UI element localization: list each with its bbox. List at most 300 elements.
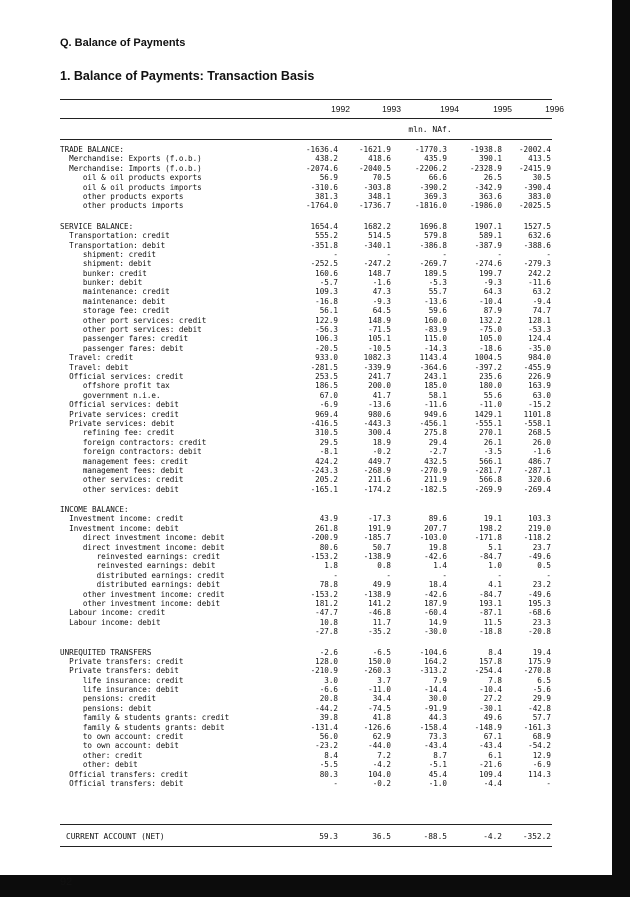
table-row (0, 779, 630, 788)
value-cell: 55.6 (483, 390, 502, 400)
spacer-row (0, 211, 630, 222)
value-cell: -18.6 (479, 343, 502, 353)
value-cell: 78.8 (319, 580, 338, 590)
year-header: 1996 (545, 104, 564, 114)
row-label: offshore profit tax (60, 381, 170, 391)
value-cell: -1770.3 (414, 145, 447, 154)
value-cell: -1.6 (532, 447, 551, 457)
row-label: other services: debit (60, 484, 179, 494)
value-cell: 70.5 (372, 173, 391, 183)
table-row (0, 741, 630, 750)
row-label: Labour income: debit (60, 617, 161, 627)
value-cell: -281.7 (474, 465, 502, 475)
value-cell: 23.7 (532, 542, 551, 552)
value-cell: -44.0 (368, 741, 391, 751)
row-label: INCOME BALANCE: (60, 505, 129, 515)
value-cell: 122.9 (315, 315, 338, 325)
value-cell: 148.9 (368, 315, 391, 325)
value-cell: 381.3 (315, 191, 338, 201)
value-cell: -84.7 (479, 589, 502, 599)
value-cell: 363.6 (479, 191, 502, 201)
value-cell: 0.5 (537, 561, 551, 571)
value-cell: 486.7 (528, 456, 551, 466)
value-cell: 26.1 (483, 437, 502, 447)
value-cell: -9.4 (532, 296, 551, 306)
value-cell: -243.3 (310, 465, 338, 475)
value-cell: 23.2 (532, 580, 551, 590)
row-label: Official transfers: debit (60, 779, 184, 788)
value-cell: -11.0 (479, 400, 502, 410)
value-cell: 7.2 (377, 750, 391, 760)
value-cell: -364.6 (419, 362, 447, 372)
value-cell: - (333, 779, 338, 788)
scan-edge-bottom (0, 875, 630, 897)
table-row (0, 428, 630, 437)
value-cell: -20.8 (528, 627, 551, 637)
table-row (0, 723, 630, 732)
table-row (0, 580, 630, 589)
value-cell: -42.6 (424, 589, 447, 599)
value-cell: 270.1 (479, 428, 502, 438)
table-row (0, 685, 630, 694)
row-label: to own account: credit (60, 732, 184, 742)
row-label: maintenance: credit (60, 287, 170, 297)
value-cell: 186.5 (315, 381, 338, 391)
value-cell: -274.6 (474, 259, 502, 269)
table-row (0, 457, 630, 466)
table-row (0, 269, 630, 278)
value-cell: -456.1 (419, 418, 447, 428)
value-cell: -2040.5 (358, 163, 391, 173)
value-cell: -390.2 (419, 182, 447, 192)
value-cell: - (546, 249, 551, 259)
value-cell: -104.6 (419, 647, 447, 657)
value-cell: 241.7 (368, 371, 391, 381)
year-header: 1995 (493, 104, 512, 114)
value-cell: 6.5 (537, 675, 551, 685)
value-cell: 128.0 (315, 656, 338, 666)
table-row (0, 363, 630, 372)
value-cell: 984.0 (528, 353, 551, 363)
value-cell: -138.9 (363, 589, 391, 599)
value-cell: 253.5 (315, 371, 338, 381)
value-cell: -56.3 (315, 325, 338, 335)
value-cell: 566.8 (479, 475, 502, 485)
value-cell: 418.6 (368, 154, 391, 164)
value-cell: -185.7 (363, 533, 391, 543)
value-cell: -20.5 (315, 343, 338, 353)
value-cell: -260.3 (363, 666, 391, 676)
value-cell: 1682.2 (363, 221, 391, 231)
value-cell: 163.9 (528, 381, 551, 391)
value-cell: -200.9 (310, 533, 338, 543)
value-cell: 1.8 (324, 561, 338, 571)
value-cell: -13.6 (424, 296, 447, 306)
value-cell: -84.7 (479, 552, 502, 562)
value-cell: 63.0 (532, 390, 551, 400)
table-row (0, 231, 630, 240)
value-cell: -2.7 (428, 447, 447, 457)
table-row (0, 599, 630, 608)
value-cell: 109.4 (479, 769, 502, 779)
row-label: other investment income: credit (60, 589, 225, 599)
row-label: oil & oil products exports (60, 173, 202, 183)
value-cell: -270.9 (419, 465, 447, 475)
row-label: other port services: debit (60, 325, 202, 335)
value-cell: 68.9 (532, 732, 551, 742)
unit-label: mln. NAf. (408, 125, 452, 134)
value-cell: 105.1 (368, 334, 391, 344)
value-cell: -47.7 (315, 608, 338, 618)
value-cell: -11.6 (424, 400, 447, 410)
value-cell: -269.4 (523, 484, 551, 494)
value-cell: 275.8 (424, 428, 447, 438)
row-label: Investment income: credit (60, 514, 184, 524)
table-row (0, 485, 630, 494)
value-cell: 44.3 (428, 713, 447, 723)
value-cell: 64.5 (372, 306, 391, 316)
value-cell: -11.0 (368, 685, 391, 695)
value-cell: - (386, 570, 391, 580)
value-cell: 56.1 (319, 306, 338, 316)
value-cell: -35.2 (368, 627, 391, 637)
row-label: shipment: debit (60, 259, 152, 269)
value-cell: -17.3 (368, 514, 391, 524)
value-cell: -68.6 (528, 608, 551, 618)
row-label: Travel: debit (60, 362, 129, 372)
value-cell: -4.2 (372, 760, 391, 770)
value-cell: -313.2 (419, 666, 447, 676)
value-cell: 23.3 (532, 617, 551, 627)
value-cell: 205.2 (315, 475, 338, 485)
value-cell: -5.7 (319, 278, 338, 288)
value-cell: -268.9 (363, 465, 391, 475)
value-cell: 438.2 (315, 154, 338, 164)
row-label: foreign contractors: credit (60, 437, 207, 447)
value-cell: 261.8 (315, 523, 338, 533)
value-cell: -174.2 (363, 484, 391, 494)
value-cell: -1.6 (372, 278, 391, 288)
value-cell: 180.0 (479, 381, 502, 391)
value-cell: -340.1 (363, 240, 391, 250)
value-cell: 26.5 (483, 173, 502, 183)
value-cell: -103.0 (419, 533, 447, 543)
table-row (0, 704, 630, 713)
value-cell: -138.9 (363, 552, 391, 562)
table-row (0, 173, 630, 182)
table-row (0, 164, 630, 173)
row-label: foreign contractors: debit (60, 447, 202, 457)
value-cell: 29.4 (428, 437, 447, 447)
value-cell: -49.6 (528, 589, 551, 599)
value-cell: 193.1 (479, 598, 502, 608)
value-cell: - (546, 570, 551, 580)
value-cell: -287.1 (523, 465, 551, 475)
value-cell: 5.1 (488, 542, 502, 552)
table-row (0, 514, 630, 523)
value-cell: 348.1 (368, 191, 391, 201)
value-cell: 103.3 (528, 514, 551, 524)
value-cell: -269.7 (419, 259, 447, 269)
value-cell: 413.5 (528, 154, 551, 164)
value-cell: - (442, 249, 447, 259)
value-cell: -5.1 (428, 760, 447, 770)
value-cell: -555.1 (474, 418, 502, 428)
value-cell: 1654.4 (310, 221, 338, 231)
value-cell: -49.6 (528, 552, 551, 562)
value-cell: -10.4 (479, 296, 502, 306)
row-label: distributed earnings: credit (60, 570, 225, 580)
value-cell: 29.5 (319, 437, 338, 447)
value-cell: 980.6 (368, 409, 391, 419)
table-row (0, 627, 630, 636)
value-cell: 115.0 (424, 334, 447, 344)
row-label: UNREQUITED TRANSFERS (60, 647, 152, 657)
value-cell: -14.3 (424, 343, 447, 353)
row-label: refining fee: credit (60, 428, 175, 438)
row-label: pensions: credit (60, 694, 157, 704)
value-cell: - (546, 779, 551, 788)
table-row (0, 287, 630, 296)
value-cell: 6.1 (488, 750, 502, 760)
table-row (0, 192, 630, 201)
row-label: Transportation: credit (60, 231, 170, 241)
value-cell: -44.2 (315, 703, 338, 713)
value-cell: -1816.0 (414, 201, 447, 211)
value-cell: 87.9 (483, 306, 502, 316)
value-cell: -397.2 (474, 362, 502, 372)
value-cell: 207.7 (424, 523, 447, 533)
row-label: pensions: debit (60, 703, 152, 713)
row-label: bunker: debit (60, 278, 143, 288)
value-cell: -210.9 (310, 666, 338, 676)
row-label: management fees: credit (60, 456, 189, 466)
table-row (0, 316, 630, 325)
value-cell: 211.9 (424, 475, 447, 485)
value-cell: -71.5 (368, 325, 391, 335)
value-cell: -91.9 (424, 703, 447, 713)
value-cell: -2.6 (319, 647, 338, 657)
value-cell: 211.6 (368, 475, 391, 485)
value-cell: 57.7 (532, 713, 551, 723)
value-cell: 969.4 (315, 409, 338, 419)
value-cell: -416.5 (310, 418, 338, 428)
value-cell: -87.1 (479, 608, 502, 618)
value-cell: 175.9 (528, 656, 551, 666)
table-row (0, 438, 630, 447)
value-cell: 59.6 (428, 306, 447, 316)
value-cell: 157.8 (479, 656, 502, 666)
row-label: maintenance: debit (60, 296, 166, 306)
value-cell: 226.9 (528, 371, 551, 381)
year-header: 1993 (382, 104, 401, 114)
value-cell: 589.1 (479, 231, 502, 241)
value-cell: 1101.8 (523, 409, 551, 419)
value-cell: -118.2 (523, 533, 551, 543)
table-row (0, 344, 630, 353)
row-label: Official services: debit (60, 400, 179, 410)
value-cell: 369.3 (424, 191, 447, 201)
table-row (0, 694, 630, 703)
table-row (0, 241, 630, 250)
value-cell: 219.0 (528, 523, 551, 533)
header-rule (60, 118, 552, 119)
value-cell: 58.1 (428, 390, 447, 400)
value-cell: -351.8 (310, 240, 338, 250)
row-label: other services: credit (60, 475, 184, 485)
value-cell: 27.2 (483, 694, 502, 704)
row-label: Official services: credit (60, 371, 184, 381)
value-cell: 14.9 (428, 617, 447, 627)
value-cell: 191.9 (368, 523, 391, 533)
value-cell: 30.5 (532, 173, 551, 183)
value-cell: 73.3 (428, 732, 447, 742)
value-cell: -126.6 (363, 722, 391, 732)
value-cell: 56.0 (319, 732, 338, 742)
row-label: passenger fares: debit (60, 343, 184, 353)
value-cell: -8.1 (319, 447, 338, 457)
bottom-rule (60, 846, 552, 847)
value-cell: 55.7 (428, 287, 447, 297)
row-label: to own account: debit (60, 741, 179, 751)
value-cell: -252.5 (310, 259, 338, 269)
row-label: Labour income: credit (60, 608, 166, 618)
page-number: 92 (60, 876, 73, 888)
value-cell: 198.2 (479, 523, 502, 533)
value-cell: 124.4 (528, 334, 551, 344)
value-cell: -4.4 (483, 779, 502, 788)
table-row (0, 751, 630, 760)
value-cell: -281.5 (310, 362, 338, 372)
value-cell: 49.9 (372, 580, 391, 590)
value-cell: -339.9 (363, 362, 391, 372)
value-cell: 19.1 (483, 514, 502, 524)
row-label: Travel: credit (60, 353, 134, 363)
value-cell: 8.7 (433, 750, 447, 760)
value-cell: 109.3 (315, 287, 338, 297)
value-cell: -182.5 (419, 484, 447, 494)
net-top-rule (60, 824, 552, 825)
table-row (0, 666, 630, 675)
table-row (0, 533, 630, 542)
value-cell: 64.3 (483, 287, 502, 297)
value-cell: 39.8 (319, 713, 338, 723)
value-cell: 20.8 (319, 694, 338, 704)
table-row (0, 713, 630, 722)
current-account-value: -352.2 (522, 832, 551, 841)
value-cell: -1986.0 (469, 201, 502, 211)
current-account-value: -88.5 (423, 832, 447, 841)
value-cell: -42.6 (424, 552, 447, 562)
value-cell: 3.0 (324, 675, 338, 685)
top-rule (60, 99, 552, 100)
table-row (0, 543, 630, 552)
value-cell: -6.5 (372, 647, 391, 657)
table-row (0, 419, 630, 428)
value-cell: 1429.1 (474, 409, 502, 419)
row-label: shipment: credit (60, 249, 157, 259)
table-row (0, 259, 630, 268)
row-label: SERVICE BALANCE: (60, 221, 134, 231)
value-cell: -558.1 (523, 418, 551, 428)
value-cell: -1736.7 (358, 201, 391, 211)
value-cell: 432.5 (424, 456, 447, 466)
row-label: Private transfers: debit (60, 666, 179, 676)
row-label: government n.i.e. (60, 390, 161, 400)
row-label: storage fee: credit (60, 306, 170, 316)
value-cell: - (386, 249, 391, 259)
row-label: reinvested earnings: debit (60, 561, 216, 571)
value-cell: -342.9 (474, 182, 502, 192)
table-row (0, 732, 630, 741)
row-label: other investment income: debit (60, 598, 221, 608)
value-cell: -5.3 (428, 278, 447, 288)
value-cell: -83.9 (424, 325, 447, 335)
value-cell: 7.9 (433, 675, 447, 685)
table-row (0, 325, 630, 334)
value-cell: 160.6 (315, 268, 338, 278)
value-cell: 320.6 (528, 475, 551, 485)
value-cell: 310.5 (315, 428, 338, 438)
value-cell: 114.3 (528, 769, 551, 779)
value-cell: -14.4 (424, 685, 447, 695)
row-label: Private services: debit (60, 418, 175, 428)
value-cell: -60.4 (424, 608, 447, 618)
current-account-value: 59.3 (319, 832, 338, 841)
value-cell: 63.2 (532, 287, 551, 297)
value-cell: 34.4 (372, 694, 391, 704)
table-row (0, 145, 630, 154)
value-cell: 566.1 (479, 456, 502, 466)
row-label: other products exports (60, 191, 184, 201)
value-cell: -30.0 (424, 627, 447, 637)
value-cell: -270.8 (523, 666, 551, 676)
value-cell: -388.6 (523, 240, 551, 250)
table-row (0, 201, 630, 210)
value-cell: 449.7 (368, 456, 391, 466)
value-cell: 104.0 (368, 769, 391, 779)
value-cell: 80.6 (319, 542, 338, 552)
row-label: family & students grants: debit (60, 722, 225, 732)
value-cell: 105.0 (479, 334, 502, 344)
value-cell: 300.4 (368, 428, 391, 438)
value-cell: 164.2 (424, 656, 447, 666)
value-cell: 62.9 (372, 732, 391, 742)
value-cell: - (333, 570, 338, 580)
value-cell: 1527.5 (523, 221, 551, 231)
value-cell: -165.1 (310, 484, 338, 494)
value-cell: -390.4 (523, 182, 551, 192)
value-cell: -15.2 (528, 400, 551, 410)
row-label: Merchandise: Exports (f.o.b.) (60, 154, 202, 164)
value-cell: 1143.4 (419, 353, 447, 363)
row-label: TRADE BALANCE: (60, 145, 125, 154)
value-cell: 30.0 (428, 694, 447, 704)
value-cell: - (497, 249, 502, 259)
value-cell: 128.1 (528, 315, 551, 325)
value-cell: -30.1 (479, 703, 502, 713)
value-cell: -153.2 (310, 589, 338, 599)
row-label: Official transfers: credit (60, 769, 189, 779)
table-row (0, 561, 630, 570)
year-header: 1992 (331, 104, 350, 114)
table-row (0, 590, 630, 599)
value-cell: -386.8 (419, 240, 447, 250)
value-cell: -131.4 (310, 722, 338, 732)
current-account-row (0, 832, 630, 842)
value-cell: -1.0 (428, 779, 447, 788)
row-label: Merchandise: Imports (f.o.b.) (60, 163, 202, 173)
